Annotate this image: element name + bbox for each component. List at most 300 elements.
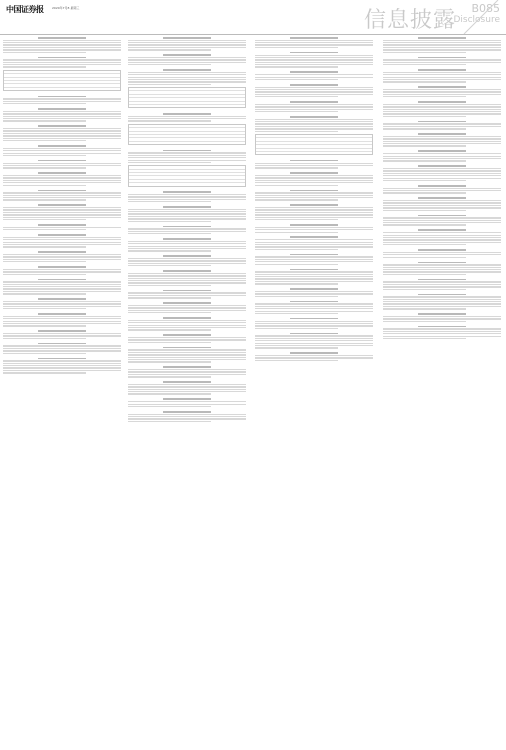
text-line [383,190,501,191]
text-line [383,271,501,272]
text-line [255,44,373,45]
text-line [128,265,211,266]
text-line [383,145,466,146]
text-line [255,281,373,282]
paragraph-heading [163,191,210,193]
text-line [383,111,501,112]
paragraph-heading [38,266,85,268]
text-line [3,118,121,119]
paragraph-heading [290,52,337,54]
data-table [255,134,373,155]
text-line [3,150,121,151]
text-line [3,199,86,200]
text-line [255,323,373,324]
paragraph-heading [418,57,465,59]
text-line [128,213,246,214]
text-line [3,288,121,289]
text-line [383,178,501,179]
paragraph-gap [128,423,246,426]
text-line [128,81,246,82]
text-line [128,393,211,394]
text-line [128,376,211,377]
text-line [3,133,121,134]
paragraph-heading [418,262,465,264]
text-line [128,241,246,242]
paragraph-heading [418,101,465,103]
text-line [255,209,373,210]
text-line [128,72,246,73]
paragraph-heading [290,204,337,206]
text-line [255,303,373,304]
text-line [128,339,246,340]
text-line [128,258,246,259]
paragraph-heading [38,145,85,147]
text-line [255,321,373,322]
text-line [128,359,246,360]
text-line [255,64,373,65]
text-line [383,318,501,319]
text-line [3,40,121,41]
text-line [3,120,86,121]
article-column-2 [128,37,246,746]
paragraph-heading [163,334,210,336]
paragraph-heading [290,236,337,238]
text-line [255,182,373,183]
paragraph-heading [290,269,337,271]
text-line [128,369,246,370]
text-line [255,229,373,230]
text-line [255,180,373,181]
text-line [3,291,121,292]
paragraph-heading [163,113,210,115]
text-line [3,269,121,270]
text-line [3,128,121,129]
text-line [255,271,373,272]
data-table [128,124,246,145]
text-line [128,243,246,244]
text-line [383,301,501,302]
table-row [129,183,245,185]
text-line [128,246,246,247]
text-line [383,44,501,45]
text-line [128,62,246,63]
text-line [383,207,501,208]
paragraph-heading [418,69,465,71]
text-line [3,367,121,368]
text-line [383,242,501,243]
text-line [383,281,501,282]
text-line [3,227,121,228]
text-line [383,42,501,43]
text-line [128,337,246,338]
text-line [128,310,246,311]
text-line [128,282,246,283]
text-line [3,286,121,287]
text-line [255,77,373,78]
paragraph-heading [290,318,337,320]
text-line [383,74,501,75]
paragraph-heading [290,160,337,162]
text-line [3,42,121,43]
text-line [3,316,121,317]
text-line [255,212,373,213]
text-line [383,180,466,181]
paragraph-heading [38,172,85,174]
text-line [383,153,501,154]
text-line [3,293,86,294]
paragraph-heading [163,37,210,39]
text-line [128,278,246,279]
text-line [255,111,338,112]
text-line [383,254,501,255]
text-line [128,57,246,58]
paragraph-heading [38,190,85,192]
text-line [128,231,246,232]
paragraph-heading [418,121,465,123]
text-line [3,308,86,309]
table-row [4,88,120,90]
text-line [255,296,338,297]
text-line [128,77,246,78]
text-line [383,220,501,221]
text-line [128,260,246,261]
text-line [255,167,338,168]
text-line [3,44,121,45]
paragraph-heading [38,313,85,315]
paragraph-heading [38,57,85,59]
paragraph-heading [163,238,210,240]
text-line [255,119,373,120]
text-line [255,74,373,75]
text-line [128,233,211,234]
text-line [128,342,211,343]
text-line [383,113,501,114]
text-line [3,62,121,63]
text-line [128,64,211,65]
text-line [3,167,86,168]
text-line [128,391,246,392]
paragraph-heading [38,251,85,253]
text-line [3,148,121,149]
text-line [255,347,338,348]
article-column-3 [255,37,373,746]
paragraph-heading [290,254,337,256]
text-line [255,94,373,95]
text-line [255,249,338,250]
text-line [383,136,501,137]
paragraph-heading [163,347,210,349]
text-line [383,96,466,97]
text-line [383,306,501,307]
text-line [128,218,246,219]
text-line [3,195,121,196]
text-line [3,325,86,326]
text-line [3,138,121,139]
text-line [3,98,121,99]
text-line [3,335,121,336]
text-line [255,328,338,329]
text-line [255,276,373,277]
paragraph-gap [255,362,373,365]
text-line [3,47,121,48]
paragraph-heading [163,366,210,368]
text-line [255,325,373,326]
text-line [255,96,338,97]
text-line [128,327,246,328]
paragraph-heading [38,37,85,39]
paragraph-heading [163,270,210,272]
text-line [128,40,246,41]
text-line [383,252,501,253]
text-line [128,216,246,217]
text-line [3,306,121,307]
text-line [255,131,338,132]
paragraph-heading [418,294,465,296]
article-columns [3,37,503,746]
text-line [383,91,501,92]
text-line [255,109,373,110]
text-line [383,336,501,337]
text-line [3,242,121,243]
text-line [255,239,373,240]
text-line [383,222,501,223]
text-line [3,182,121,183]
text-line [255,313,338,314]
text-line [128,228,246,229]
paragraph-heading [38,279,85,281]
paragraph-heading [290,101,337,103]
text-line [255,79,338,80]
text-line [3,244,121,245]
text-line [383,239,501,240]
text-line [255,207,373,208]
text-line [383,217,501,218]
text-line [255,246,373,247]
text-line [3,217,121,218]
text-line [128,199,246,200]
text-line [383,170,501,171]
paragraph-heading [163,381,210,383]
text-line [3,274,86,275]
text-line [255,57,373,58]
text-line [255,355,373,356]
paragraph-heading [38,160,85,162]
text-line [128,248,246,249]
paragraph-heading [163,317,210,319]
text-line [3,66,86,67]
paragraph-heading [38,343,85,345]
text-line [255,55,373,56]
paragraph-heading [418,229,465,231]
text-line [255,192,373,193]
text-line [3,321,121,322]
text-line [128,263,246,264]
text-line [383,210,466,211]
paragraph-heading [290,352,337,354]
text-line [128,49,211,50]
text-line [3,281,121,282]
text-line [255,59,373,60]
text-line [255,306,373,307]
text-line [128,292,246,293]
text-line [3,353,86,354]
text-line [255,66,338,67]
text-line [255,242,373,243]
masthead [0,0,506,35]
text-line [255,283,338,284]
paragraph-heading [290,84,337,86]
paragraph-heading [418,86,465,88]
text-line [383,126,501,127]
issue-date: 2020年7月8 星期三 [52,6,80,10]
paragraph-gap [383,340,501,343]
text-line [128,389,246,390]
text-line [128,322,246,323]
text-line [3,185,86,186]
text-line [3,103,86,104]
text-line [383,49,501,50]
text-line [383,284,501,285]
text-line [128,305,246,306]
text-line [383,123,501,124]
text-line [255,47,338,48]
text-line [383,160,466,161]
text-line [383,168,501,169]
text-line [128,361,211,362]
paragraph-heading [418,326,465,328]
text-line [383,94,501,95]
text-line [128,280,246,281]
data-table [128,165,246,186]
text-line [255,227,373,228]
text-line [383,40,501,41]
text-line [255,360,338,361]
text-line [255,264,338,265]
text-line [3,256,121,257]
text-line [383,79,501,80]
text-line [128,201,211,202]
paragraph-heading [38,234,85,236]
text-line [128,357,246,358]
text-line [3,140,86,141]
text-line [255,128,373,129]
text-line [3,111,121,112]
text-line [383,321,466,322]
text-line [255,126,373,127]
text-line [255,87,373,88]
text-line [128,196,246,197]
text-line [255,89,373,90]
paragraph-heading [418,197,465,199]
text-line [383,106,501,107]
text-line [3,192,121,193]
text-line [128,74,246,75]
text-line [128,384,246,385]
text-line [255,340,373,341]
text-line [3,101,121,102]
text-line [383,89,501,90]
text-line [128,414,246,415]
text-line [128,307,246,308]
text-line [128,211,246,212]
text-line [128,221,211,222]
paragraph-gap [3,375,121,378]
text-line [255,197,373,198]
text-line [255,357,373,358]
text-line [128,312,211,313]
paragraph-heading [38,358,85,360]
text-line [255,256,373,257]
text-line [3,163,121,164]
text-line [383,232,501,233]
text-line [255,163,373,164]
text-line [3,345,121,346]
paragraph-heading [163,398,210,400]
text-line [383,338,466,339]
paragraph-heading [38,108,85,110]
text-line [383,116,466,117]
text-line [128,325,246,326]
text-line [3,254,121,255]
paragraph-heading [418,37,465,39]
text-line [128,406,211,407]
paragraph-heading [290,37,337,39]
text-line [383,47,501,48]
text-line [255,338,373,339]
text-line [3,323,121,324]
text-line [3,259,121,260]
text-line [128,418,246,419]
text-line [255,123,373,124]
paragraph-heading [418,165,465,167]
page-number: B085 [471,2,500,15]
text-line [255,244,373,245]
paragraph-heading [290,172,337,174]
text-line [3,333,121,334]
text-line [3,52,86,53]
text-line [383,59,501,60]
paragraph-heading [163,411,210,413]
text-line [3,113,121,114]
text-line [383,237,501,238]
text-line [255,177,373,178]
text-line [255,274,373,275]
text-line [128,160,246,161]
text-line [383,303,501,304]
text-line [128,416,246,417]
text-line [128,273,246,274]
text-line [3,303,121,304]
text-line [383,244,466,245]
article-column-1 [3,37,121,746]
text-line [128,155,246,156]
text-line [255,214,373,215]
text-line [383,158,501,159]
text-line [383,188,501,189]
text-line [3,301,121,302]
text-line [3,207,121,208]
text-line [383,224,466,225]
text-line [128,162,211,163]
text-line [3,180,121,181]
text-line [255,195,373,196]
text-line [383,205,501,206]
table-row [256,152,372,154]
text-line [3,59,121,60]
paragraph-heading [418,150,465,152]
paragraph-heading [290,301,337,303]
text-line [3,64,121,65]
